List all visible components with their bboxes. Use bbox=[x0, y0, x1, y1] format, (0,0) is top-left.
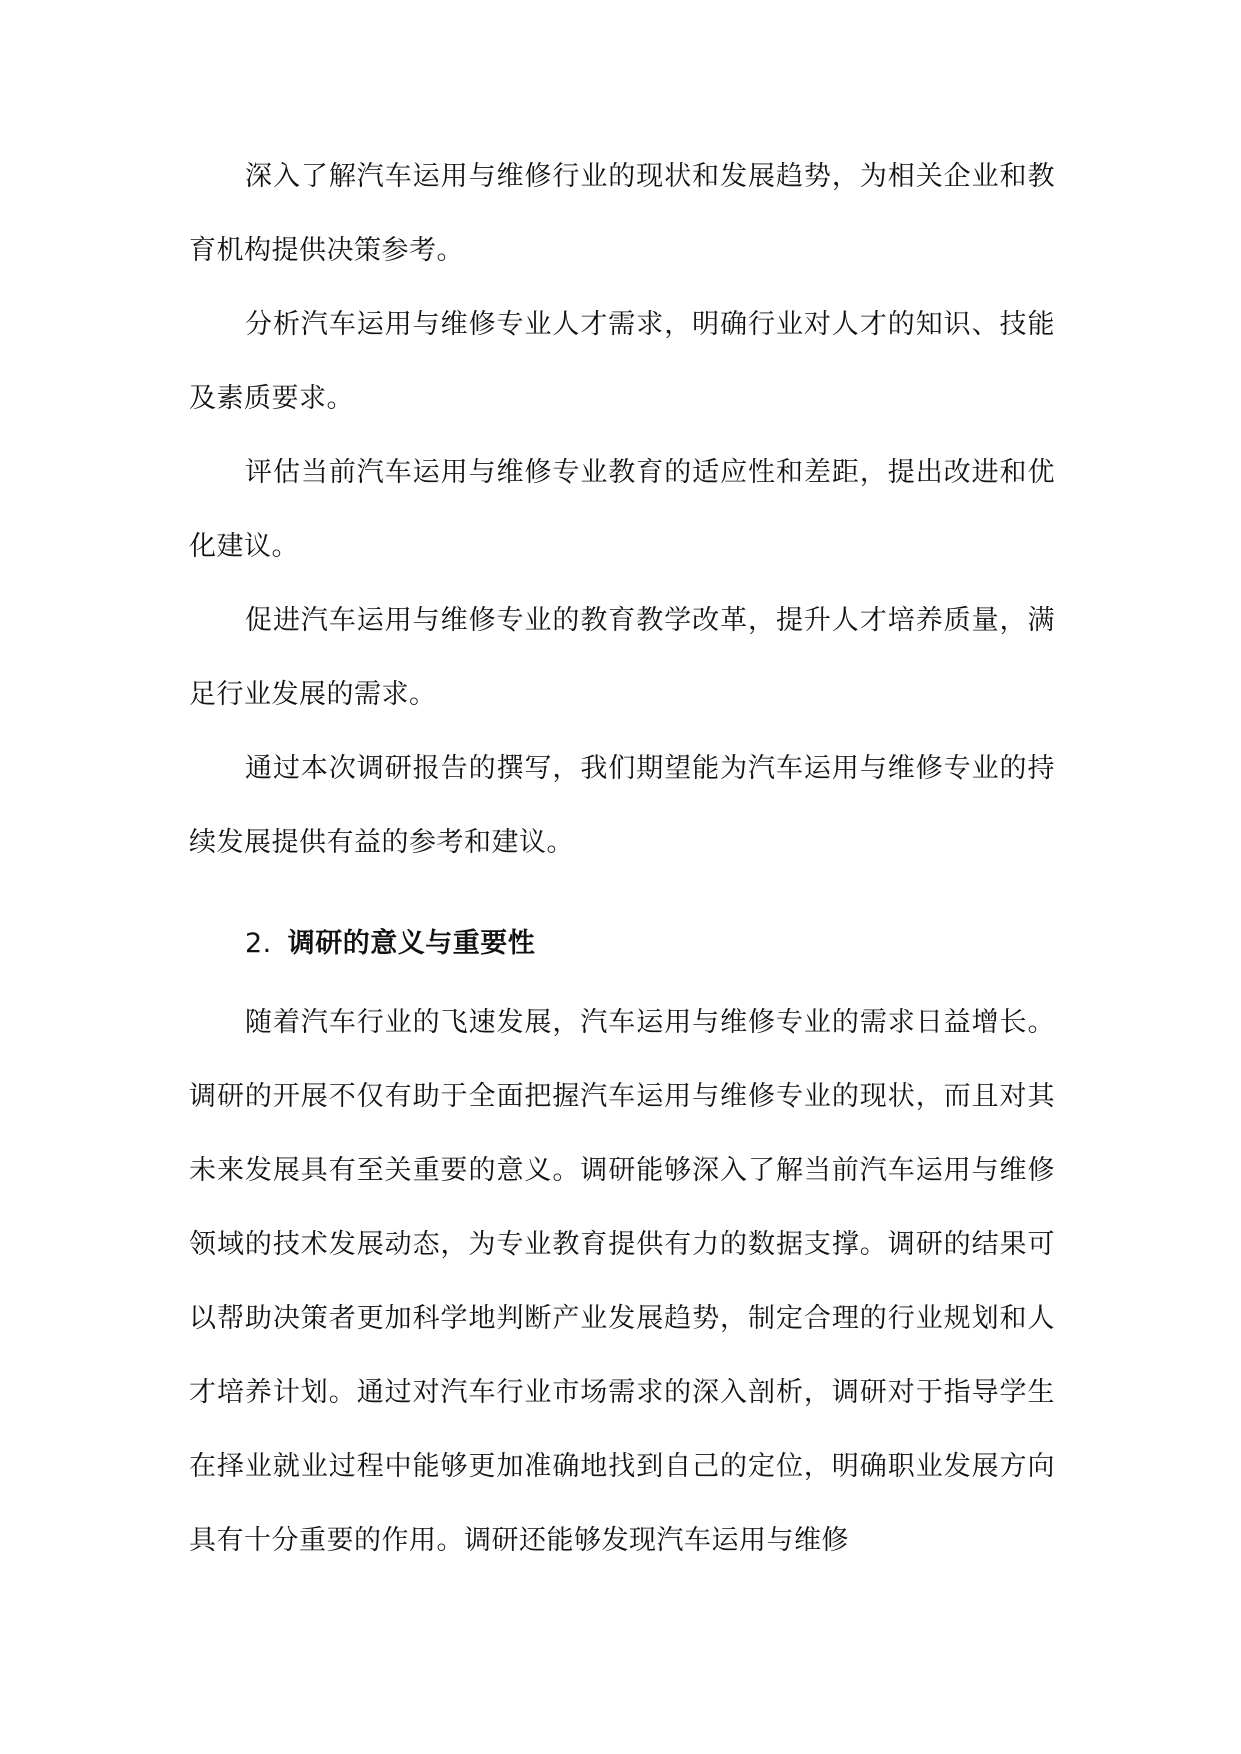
paragraph-goal-4: 促进汽车运用与维修专业的教育教学改革，提升人才培养质量，满足行业发展的需求。 bbox=[189, 605, 1055, 710]
paragraph-goal-3: 评估当前汽车运用与维修专业教育的适应性和差距，提出改进和优化建议。 bbox=[189, 457, 1055, 562]
paragraph-goal-2: 分析汽车运用与维修专业人才需求，明确行业对人才的知识、技能及素质要求。 bbox=[189, 309, 1055, 414]
paragraph-goal-1: 深入了解汽车运用与维修行业的现状和发展趋势，为相关企业和教育机构提供决策参考。 bbox=[189, 161, 1055, 266]
document-body bbox=[189, 140, 1055, 1578]
paragraph-significance: 随着汽车行业的飞速发展，汽车运用与维修专业的需求日益增长。调研的开展不仅有助于全面把握汽车运用与维修专业的现状，而且对其未来发展具有至关重要的意义。调研能够深入了解当前汽车运用与维修领域的技术发展动态，为专业教育提供有力的数据支撑。调研的结果可以帮助决策者更加科学地判断产业发展趋势，制定合理的行业规划和人才培养计划。通过对汽车行业市场需求的深入剖析，调研对于指导学生在择业就业过程中能够更加准确地找到自己的定位，明确职业发展方向具有十分重要的作用。调研还能够发现汽车运用与维修 bbox=[189, 1007, 1055, 1556]
paragraph-summary: 通过本次调研报告的撰写，我们期望能为汽车运用与维修专业的持续发展提供有益的参考和建议。 bbox=[189, 753, 1055, 858]
section-number: 2. bbox=[245, 928, 272, 959]
section-heading bbox=[189, 902, 1055, 986]
section-title: 调研的意义与重要性 bbox=[287, 928, 536, 959]
